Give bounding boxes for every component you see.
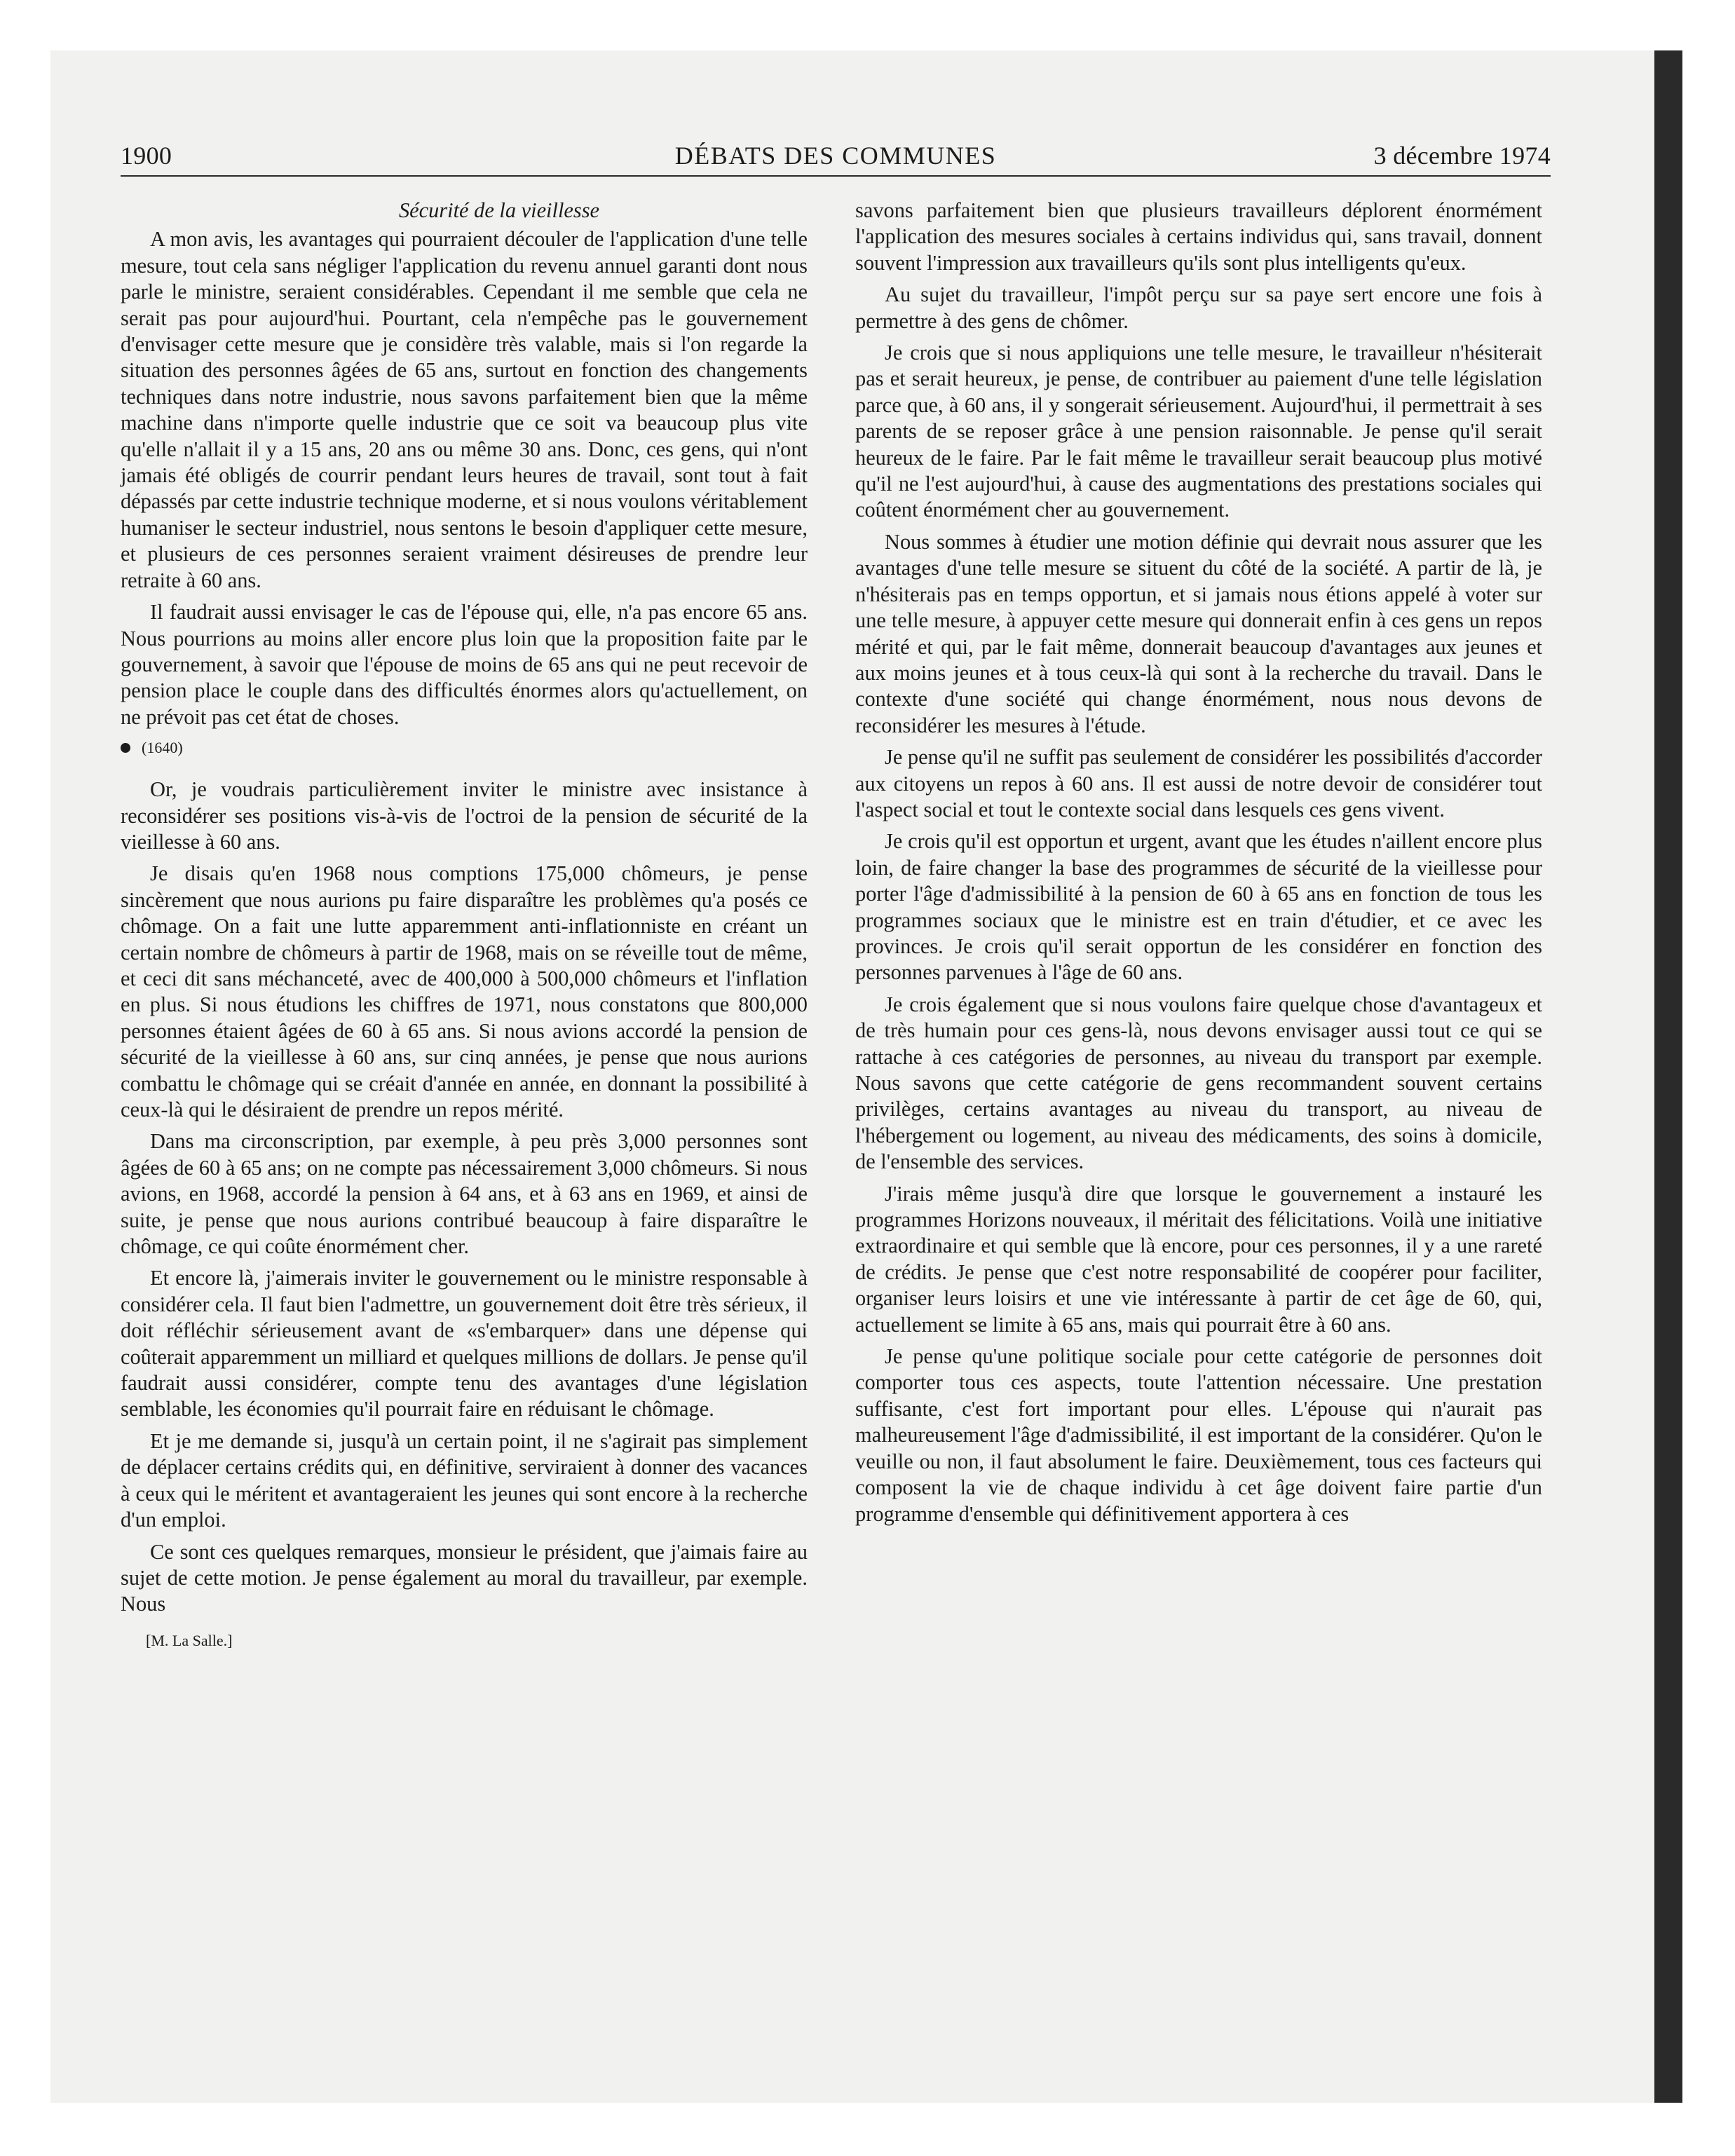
paragraph: Et encore là, j'aimerais inviter le gouvernement ou le ministre responsable à considérer cela. Il faut bien l'admettre, un gouvernement doit être très sérieux, il doit réfléchir sérieusement avant de «s'embarquer» dans une dépense qui coûterait apparemment un milliard et quelques millions de dollars. Je pense qu'il faudrait aussi considérer, compte tenu des avantages d'une législation semblable, les économies qu'il pourrait faire en réduisant le chômage. bbox=[121, 1266, 808, 1421]
paragraph: Et je me demande si, jusqu'à un certain point, il ne s'agirait pas simplement de déplacer certains crédits qui, en définitive, serviraient à donner des vacances à ceux qui le méritent et avantageraient les jeunes qui sont encore à la recherche d'un emploi. bbox=[121, 1428, 808, 1532]
paragraph: savons parfaitement bien que plusieurs travailleurs déplorent énormément l'application des mesures sociales à certains individus qui, sans travail, donnent souvent l'impression aux travailleurs qu'ils sont plus intelligents qu'eux. bbox=[855, 198, 1542, 275]
right-column bbox=[855, 198, 1542, 1533]
paragraph: Je crois qu'il est opportun et urgent, avant que les études n'aillent encore plus loin, de faire changer la base des programmes de sécurité de la vieillesse pour porter l'âge d'admissibilité à la pension de 60 à 65 ans en fonction de tous les programmes sociaux que le ministre est en train d'étudier, et ce avec les provinces. Je crois qu'il serait opportun de les considérer en fonction des personnes parvenues à l'âge de 60 ans. bbox=[855, 829, 1542, 985]
paragraph: J'irais même jusqu'à dire que lorsque le gouvernement a instauré les programmes Horizons nouveaux, il méritait des félicitations. Voilà une initiative extraordinaire et qui semble que là encore, pour ces personnes, il y a une rareté de crédits. Je pense que c'est notre responsabilité de coopérer pour faciliter, organiser leurs loisirs et une vie intéressante à partir de cet âge de 60, qui, actuellement se limite à 65 ans, mais qui pourrait être à 60 ans. bbox=[855, 1181, 1542, 1337]
timestamp: (1640) bbox=[142, 739, 183, 757]
paragraph: Je pense qu'une politique sociale pour cette catégorie de personnes doit comporter tous ces aspects, toute l'attention nécessaire. Une prestation suffisante, c'est fort important pour elles. L'épouse qui n'aurait pas malheureusement l'âge d'admissibilité, il est important de la considérer. Qu'on le veuille ou non, il faut absolument le faire. Deuxièmement, tous ces facteurs qui composent la vie de chaque individu à cet âge doivent faire partie d'un programme d'ensemble qui définitivement apportera à ces bbox=[855, 1344, 1542, 1526]
page-number: 1900 bbox=[121, 142, 172, 170]
paragraph: A mon avis, les avantages qui pourraient découler de l'application d'une telle mesure, tout cela sans négliger l'application du revenu annuel garanti dont nous parle le ministre, seraient considérables. Cependant il me semble que cela ne serait pas pour aujourd'hui. Pourtant, cela n'empêche pas le gouvernement d'envisager cette mesure que je considère très valable, mais si l'on regarde la situation des personnes âgées de 65 ans, surtout en fonction des changements techniques dans notre industrie, nous savons parfaitement bien que la même machine dans n'importe quelle industrie que ce soit va beaucoup plus vite qu'elle n'allait il y a 15 ans, 20 ans ou même 30 ans. Donc, ces gens, qui n'ont jamais été obligés de courrir pendant leurs heures de travail, sont tout à fait dépassés par cette industrie technique moderne, et si nous voulons véritablement humaniser le secteur industriel, nous sentons le besoin d'appliquer cette mesure, et plusieurs de ces personnes seraient vraiment désireuses de prendre leur retraite à 60 ans. bbox=[121, 227, 808, 592]
left-column bbox=[121, 198, 808, 1651]
scan-edge-bar bbox=[1654, 50, 1682, 2103]
page-header bbox=[121, 139, 1551, 172]
paragraph: Nous sommes à étudier une motion définie qui devrait nous assurer que les avantages d'une telle mesure se situent du côté de la société. A partir de là, je n'hésiterais pas en temps opportun, et si jamais nous étions appelé à voter sur une telle mesure, à appuyer cette mesure qui donnerait enfin à ces gens un repos mérité et qui, par le fait même, donnerait beaucoup d'avantages aux jeunes et aux moins jeunes et à tous ceux-là qui sont à la recherche du travail. Dans le contexte d'une société qui change énormément, nous nous devons de reconsidérer les mesures à l'étude. bbox=[855, 529, 1542, 737]
speaker-attribution: [M. La Salle.] bbox=[146, 1631, 233, 1649]
section-title: Sécurité de la vieillesse bbox=[398, 198, 600, 222]
paragraph: Or, je voudrais particulièrement inviter le ministre avec insistance à reconsidérer ses positions vis-à-vis de l'octroi de la pension de sécurité de la vieillesse à 60 ans. bbox=[121, 777, 808, 854]
paragraph: Ce sont ces quelques remarques, monsieur le président, que j'aimais faire au sujet de cette motion. Je pense également au moral du travailleur, par exemple. Nous bbox=[121, 1539, 808, 1616]
paragraph: Je pense qu'il ne suffit pas seulement de considérer les possibilités d'accorder aux citoyens un repos à 60 ans. Il est aussi de notre devoir de considérer tout l'aspect social et tout le contexte social dans lesquels ces gens vivent. bbox=[855, 745, 1542, 821]
paragraph: Au sujet du travailleur, l'impôt perçu sur sa paye sert encore une fois à permettre à des gens de chômer. bbox=[855, 282, 1542, 333]
issue-date: 3 décembre 1974 bbox=[1373, 142, 1551, 170]
paragraph: Il faudrait aussi envisager le cas de l'épouse qui, elle, n'a pas encore 65 ans. Nous pourrions au moins aller encore plus loin que la proposition faite par le gouvernement, à savoir que l'épouse de moins de 65 ans qui ne peut recevoir de pension place le couple dans des difficultés énormes alors qu'actuellement, on ne prévoit pas cet état de choses. bbox=[121, 600, 808, 729]
bullet-icon bbox=[121, 743, 130, 753]
paragraph: Je disais qu'en 1968 nous comptions 175,000 chômeurs, je pense sincèrement que nous aurions pu faire disparaître les problèmes qu'a posés ce chômage. On a fait une lutte apparemment anti-inflationniste en créant un certain nombre de chômeurs à partir de 1968, mais on se réveille tout de même, et ceci dit sans méchanceté, avec de 400,000 à 500,000 chômeurs et l'inflation en plus. Si nous étudions les chiffres de 1971, nous constatons que 800,000 personnes étaient âgées de 60 à 65 ans. Si nous avions accordé la pension de sécurité de la vieillesse à 60 ans, sur cinq années, je pense que nous aurions combattu le chômage qui se créait d'année en année, en donnant la possibilité à ceux-là qui le désiraient de prendre un repos mérité. bbox=[121, 861, 808, 1121]
paragraph: Dans ma circonscription, par exemple, à peu près 3,000 personnes sont âgées de 60 à 65 ans; on ne compte pas nécessairement 3,000 chômeurs. Si nous avions, en 1968, accordé la pension à 64 ans, et à 63 ans en 1969, et ainsi de suite, je pense que nous aurions contribué beaucoup à faire disparaître le chômage, ce qui coûte énormément cher. bbox=[121, 1129, 808, 1259]
journal-title: DÉBATS DES COMMUNES bbox=[674, 142, 997, 170]
paragraph: Je crois également que si nous voulons faire quelque chose d'avantageux et de très humain pour ces gens-là, nous devons envisager aussi tout ce qui se rattache à ces catégories de personnes, au niveau du transport par exemple. Nous savons que cette catégorie de gens recommandent souvent certains privilèges, certains avantages au niveau du transport, au niveau de l'hébergement ou logement, au niveau des médicaments, des soins à domicile, de l'ensemble des services. bbox=[855, 992, 1542, 1174]
paragraph: Je crois que si nous appliquions une telle mesure, le travailleur n'hésiterait pas et serait heureux, je pense, de contribuer au paiement d'une telle législation parce que, à 60 ans, il y songerait sérieusement. Aujourd'hui, il permettrait à ses parents de se reposer grâce à une pension raisonnable. Je pense qu'il serait heureux de le faire. Par le fait même le travailleur serait beaucoup plus motivé qu'il ne l'est aujourd'hui, à cause des augmentations des prestations sociales qui coûtent énormément cher au gouvernement. bbox=[855, 341, 1542, 522]
header-rule bbox=[121, 175, 1551, 177]
timestamp-marker bbox=[121, 737, 808, 758]
